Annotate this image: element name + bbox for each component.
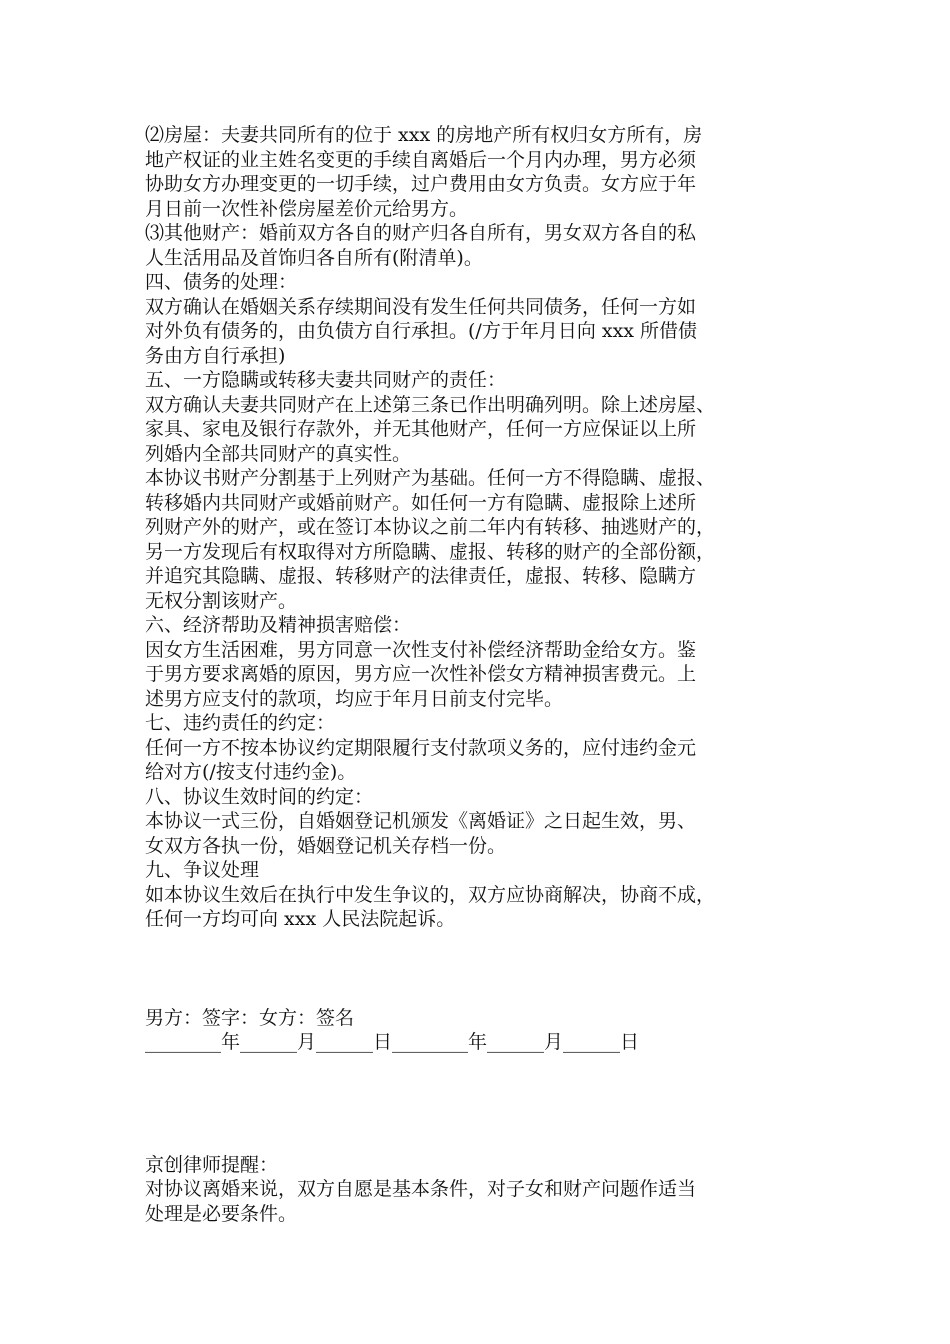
text-line: 转移婚内共同财产或婚前财产。如任何一方有隐瞒、虚报除上述所	[145, 491, 697, 514]
text-line: 女双方各执一份，婚姻登记机关存档一份。	[145, 834, 507, 857]
text-line: 任何一方不按本协议约定期限履行支付款项义务的，应付违约金元	[145, 736, 697, 759]
text-line: 对外负有债务的，由负债方自行承担。(/方于年月日向 xxx 所借债	[145, 320, 698, 342]
text-line: 家具、家电及银行存款外，并无其他财产，任何一方应保证以上所	[145, 418, 697, 440]
text-line: 月日前一次性补偿房屋差价元给男方。	[145, 197, 469, 220]
reminder-block	[145, 1153, 835, 1227]
text-line: 双方确认夫妻共同财产在上述第三条已作出明确列明。除上述房屋、	[145, 393, 716, 416]
section-heading: 八、协议生效时间的约定：	[145, 785, 374, 808]
text-line: 列财产外的财产，或在签订本协议之前二年内有转移、抽逃财产的，	[145, 516, 716, 538]
text-line: 本协议一式三份，自婚姻登记机颁发《离婚证》之日起生效，男、	[145, 810, 697, 832]
blank-space	[145, 932, 835, 1006]
agreement-body	[145, 123, 835, 932]
text-line: 并追究其隐瞒、虚报、转移财产的法律责任，虚报、转移、隐瞒方	[145, 565, 697, 587]
section-heading: 四、债务的处理：	[145, 271, 298, 293]
text-line: 任何一方均可向 xxx 人民法院起诉。	[145, 908, 456, 930]
text-line: 另一方发现后有权取得对方所隐瞒、虚报、转移的财产的全部份额，	[145, 540, 716, 563]
text-line: 人生活用品及首饰归各自所有(附清单)。	[145, 246, 483, 269]
blank-space	[145, 1055, 835, 1153]
text-line: 本协议书财产分割基于上列财产为基础。任何一方不得隐瞒、虚报、	[145, 467, 716, 489]
text-line: 如本协议生效后在执行中发生争议的，双方应协商解决，协商不成，	[145, 883, 716, 906]
section-heading: 七、违约责任的约定：	[145, 712, 336, 734]
document-page	[145, 123, 835, 1226]
text-line: 因女方生活困难，男方同意一次性支付补偿经济帮助金给女方。鉴	[145, 638, 697, 661]
text-line: 地产权证的业主姓名变更的手续自离婚后一个月内办理，男方必须	[145, 148, 697, 171]
text-line: 于男方要求离婚的原因，男方应一次性补偿女方精神损害费元。上	[145, 663, 697, 685]
text-line: 协助女方办理变更的一切手续，过户费用由女方负责。女方应于年	[145, 173, 697, 195]
signature-date-line: ________年______月______日________年______月______日	[145, 1031, 640, 1053]
section-heading: 五、一方隐瞒或转移夫妻共同财产的责任：	[145, 369, 507, 391]
text-line: 务由方自行承担)	[145, 344, 286, 367]
text-line: 述男方应支付的款项，均应于年月日前支付完毕。	[145, 687, 564, 710]
reminder-line: 处理是必要条件。	[145, 1202, 298, 1225]
reminder-title: 京创律师提醒：	[145, 1153, 279, 1176]
text-line: 无权分割该财产。	[145, 589, 298, 612]
section-heading: 九、争议处理	[145, 859, 260, 881]
text-line: ⑵房屋：夫妻共同所有的位于 xxx 的房地产所有权归女方所有，房	[145, 124, 703, 146]
signature-block	[145, 1006, 835, 1055]
text-line: 给对方(/按支付违约金)。	[145, 761, 357, 783]
text-line: 双方确认在婚姻关系存续期间没有发生任何共同债务，任何一方如	[145, 295, 697, 318]
text-line: ⑶其他财产：婚前双方各自的财产归各自所有，男女双方各自的私	[145, 222, 697, 244]
text-line: 列婚内全部共同财产的真实性。	[145, 442, 412, 465]
section-heading: 六、经济帮助及精神损害赔偿：	[145, 614, 412, 636]
reminder-line: 对协议离婚来说，双方自愿是基本条件，对子女和财产问题作适当	[145, 1178, 697, 1200]
signature-line: 男方：签字：女方：签名	[145, 1006, 355, 1029]
